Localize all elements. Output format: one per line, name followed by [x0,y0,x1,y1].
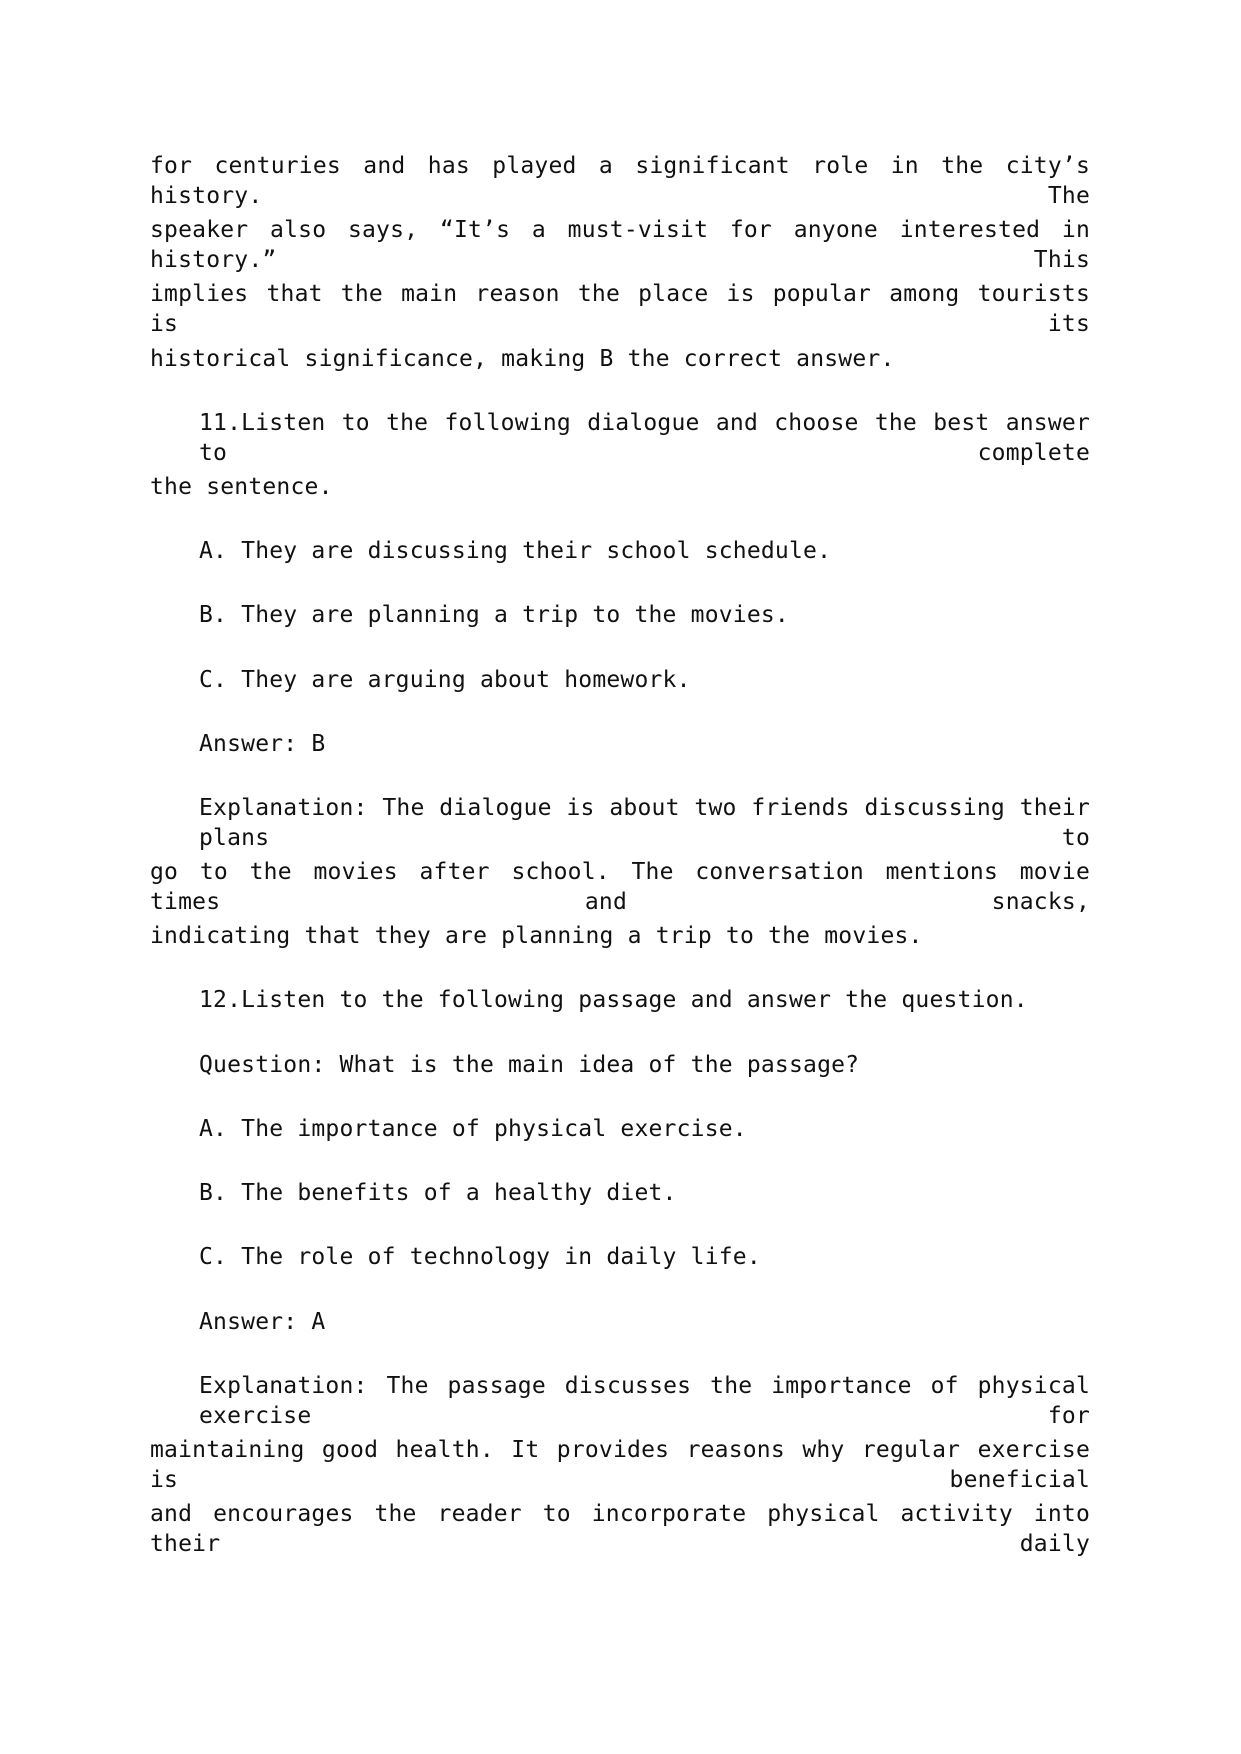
option-a: A. The importance of physical exercise. [199,1116,747,1142]
question-11-prompt: 11.Listen to the following dialogue and choose the best answer to complete [199,410,1090,466]
paragraph-line: historical significance, making B the correct answer. [150,346,895,372]
question-11-prompt-continued: the sentence. [150,474,333,500]
option-b: B. The benefits of a healthy diet. [199,1180,677,1206]
option-a: A. They are discussing their school schedule. [199,538,832,564]
explanation-line: and encourages the reader to incorporate physical activity into their daily [150,1501,1090,1557]
option-b: B. They are planning a trip to the movies. [199,602,789,628]
answer-line: Answer: A [199,1309,326,1335]
paragraph-line: speaker also says, “It’s a must-visit for anyone interested in history.” This [150,217,1090,273]
option-c: C. They are arguing about homework. [199,667,691,693]
explanation-line: indicating that they are planning a trip to the movies. [150,923,923,949]
paragraph-line: implies that the main reason the place is popular among tourists is its [150,281,1090,337]
explanation-line: Explanation: The passage discusses the importance of physical exercise for [199,1373,1090,1429]
explanation-line: go to the movies after school. The conversation mentions movie times and snacks, [150,859,1090,915]
option-c: C. The role of technology in daily life. [199,1244,761,1270]
question-12-prompt: 12.Listen to the following passage and answer the question. [199,987,1028,1013]
paragraph-line: for centuries and has played a significant role in the city’s history. The [150,153,1090,209]
explanation-line: Explanation: The dialogue is about two friends discussing their plans to [199,795,1090,851]
answer-line: Answer: B [199,731,326,757]
question-line: Question: What is the main idea of the passage? [199,1052,860,1078]
explanation-line: maintaining good health. It provides reasons why regular exercise is beneficial [150,1437,1090,1493]
